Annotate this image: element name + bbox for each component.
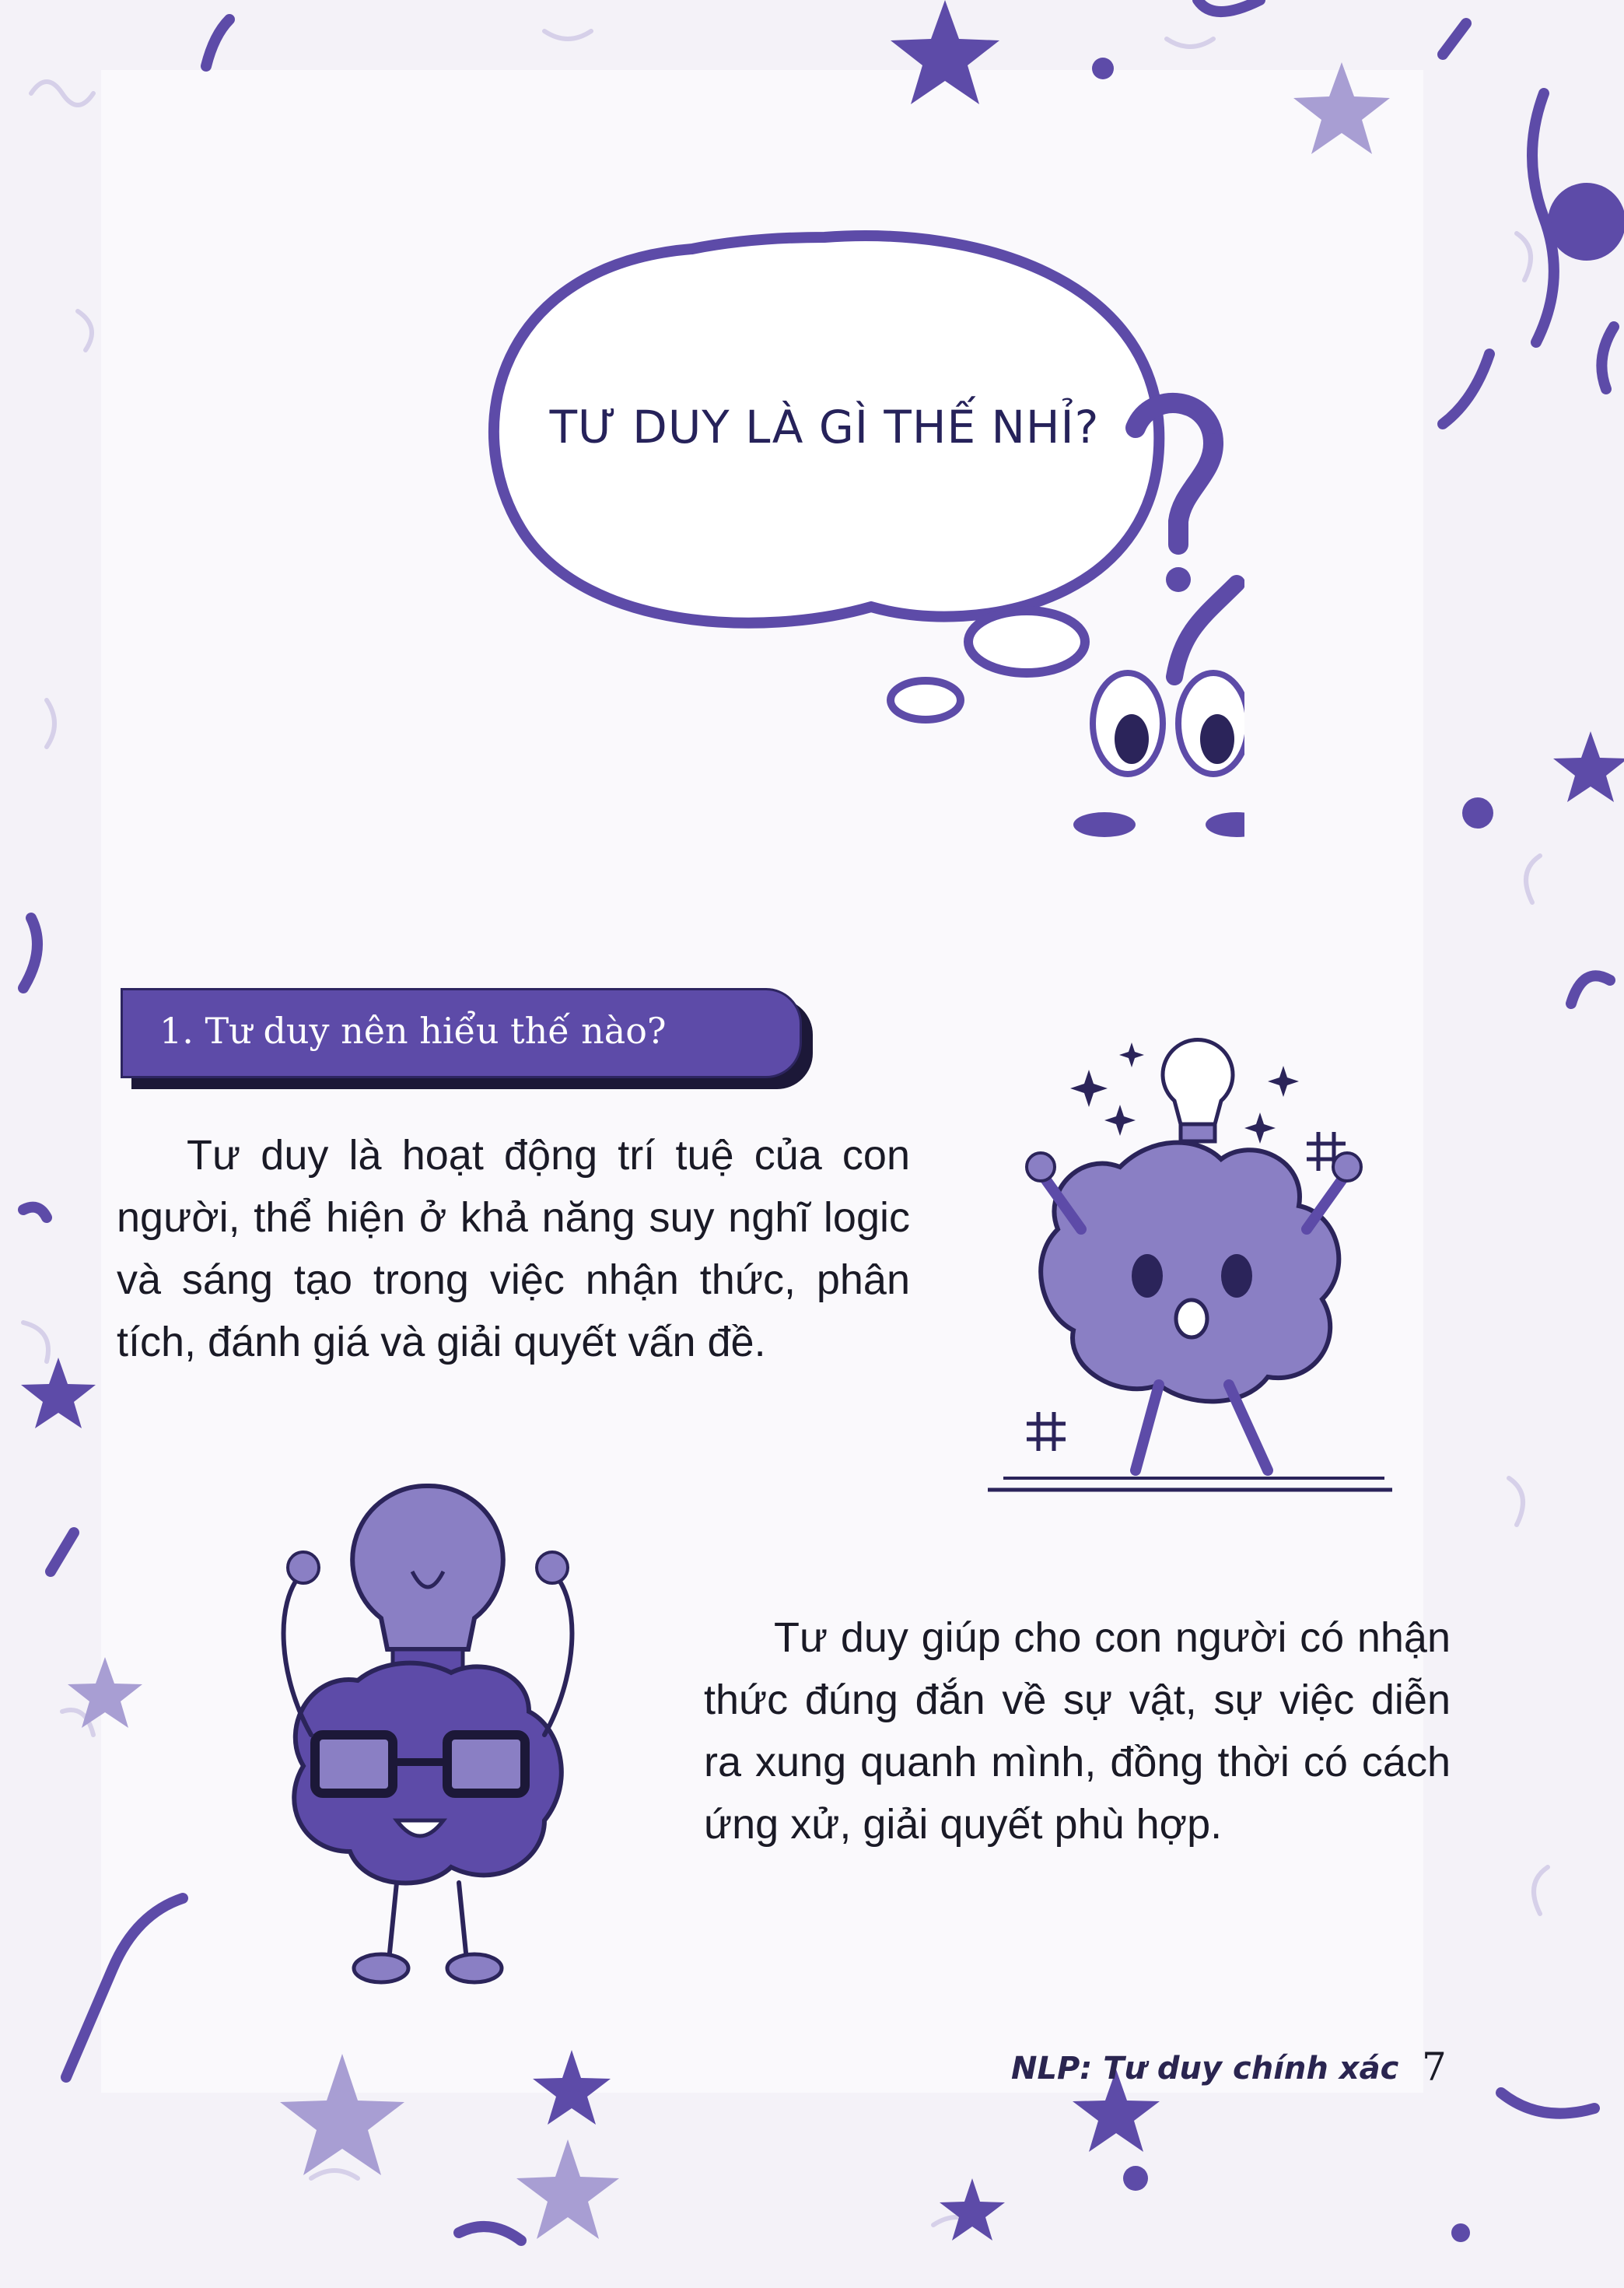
- star-icon: [891, 0, 999, 104]
- section-heading: 1. Tư duy nên hiểu thế nào?: [159, 1010, 667, 1052]
- paragraph-benefit: Tư duy giúp cho con người có nhận thức đúng đắn về sự vật, sự việc diễn ra xung quanh mình, đồng thời có cách ứng xử, giải quyết phù hợp.: [704, 1614, 1451, 1848]
- star-icon: [1293, 62, 1390, 154]
- star-icon: [516, 2139, 619, 2239]
- star-icon: [68, 1657, 142, 1728]
- section-heading-banner: [121, 988, 813, 1089]
- wiggle-character: [1073, 583, 1244, 837]
- bubble-title: TƯ DUY LÀ GÌ THẾ NHỈ?: [549, 401, 1100, 454]
- star-icon: [1553, 731, 1624, 802]
- thought-bubble-illustration: [436, 194, 1244, 860]
- lightbulb-icon: [1163, 1039, 1233, 1124]
- page-number: 7: [1422, 2044, 1447, 2090]
- paragraph-definition: Tư duy là hoạt động trí tuệ của con người, thể hiện ở khả năng suy nghĩ logic và sáng tạo trong việc nhận thức, phân tích, đánh giá và giải quyết vấn đề.: [117, 1132, 910, 1365]
- lightbulb-character: [249, 1478, 607, 1995]
- footer-book-title: NLP: Tư duy chính xác: [1011, 2051, 1399, 2087]
- star-icon: [280, 2054, 404, 2175]
- lightbulb-icon: [352, 1486, 502, 1649]
- star-icon: [940, 2178, 1005, 2241]
- star-icon: [533, 2050, 611, 2125]
- star-icon: [21, 1358, 96, 1428]
- brain-character: [980, 1035, 1416, 1505]
